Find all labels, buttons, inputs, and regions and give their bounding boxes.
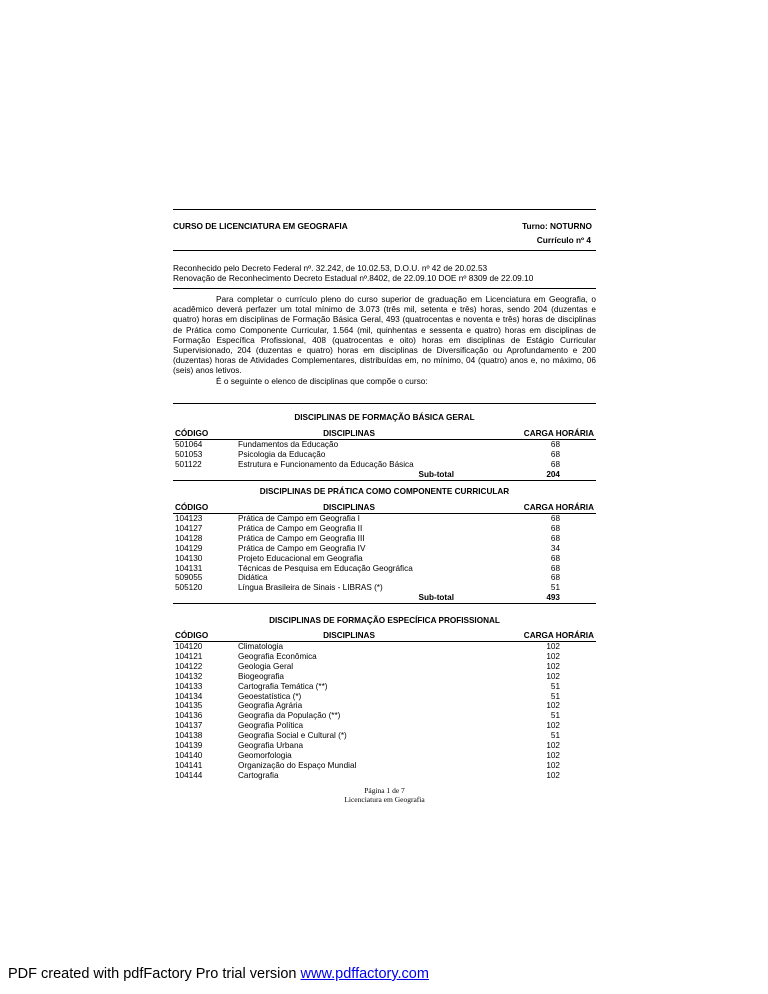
- cell-discipline: Psicologia da Educação: [238, 449, 326, 459]
- cell-code: 104137: [175, 721, 203, 731]
- cell-discipline: Fundamentos da Educação: [238, 440, 339, 449]
- table-especifica: [173, 631, 596, 781]
- col-name-header: DISCIPLINAS: [238, 429, 460, 440]
- table-row: [173, 761, 596, 771]
- cell-hours: 68: [550, 573, 560, 583]
- cell-code: 104132: [175, 671, 203, 681]
- cell-discipline: Geografia Agrária: [238, 701, 303, 711]
- cell-hours: 51: [550, 711, 560, 721]
- cell-code: 104131: [175, 563, 203, 573]
- cell-discipline: Geologia Geral: [238, 661, 294, 671]
- cell-discipline: Prática de Campo em Geografia I: [238, 514, 360, 523]
- cell-discipline: Projeto Educacional em Geografia: [238, 553, 363, 563]
- cell-discipline: Biogeografia: [238, 671, 284, 681]
- table-row: [173, 564, 596, 574]
- cell-code: 104130: [175, 553, 203, 563]
- col-name-header: DISCIPLINAS: [238, 631, 460, 642]
- subtotal-value: 204: [460, 470, 596, 480]
- col-hours-header: CARGA HORÁRIA: [460, 631, 596, 642]
- table-row: [173, 534, 596, 544]
- table-row: [173, 701, 596, 711]
- subtotal-value: 493: [460, 593, 596, 603]
- table-row: [173, 771, 596, 781]
- intro-rule: [173, 403, 596, 404]
- col-name-header: DISCIPLINAS: [238, 503, 460, 514]
- table-row: [173, 652, 596, 662]
- page-footer: [173, 786, 596, 804]
- table-row: [173, 741, 596, 751]
- pdffactory-link[interactable]: www.pdffactory.com: [300, 966, 429, 982]
- table-row: [173, 642, 596, 652]
- cell-hours: 102: [546, 721, 560, 731]
- pdf-notice: [8, 966, 429, 982]
- cell-hours: 51: [550, 691, 560, 701]
- cell-hours: 68: [550, 553, 560, 563]
- table-row: [173, 731, 596, 741]
- col-code-header: CÓDIGO: [173, 503, 238, 514]
- cell-code: 104129: [175, 543, 203, 553]
- top-rule: [173, 209, 596, 210]
- cell-discipline: Técnicas de Pesquisa em Educação Geográfica: [238, 563, 413, 573]
- cell-code: 104123: [175, 514, 203, 523]
- cell-code: 104134: [175, 691, 203, 701]
- cell-code: 104120: [175, 642, 203, 651]
- cell-discipline: Geografia Urbana: [238, 741, 304, 751]
- cell-discipline: Climatologia: [238, 642, 284, 651]
- cell-hours: 102: [546, 642, 560, 651]
- cell-code: 104127: [175, 523, 203, 533]
- table-basica: [173, 429, 596, 481]
- cell-code: 104140: [175, 750, 203, 760]
- cell-hours: 68: [550, 514, 560, 523]
- cell-code: 505120: [175, 583, 203, 593]
- pdf-notice-text: PDF created with pdfFactory Pro trial version: [8, 966, 301, 982]
- table-row: [173, 524, 596, 534]
- subtotal-label: Sub-total: [173, 470, 460, 480]
- cell-hours: 102: [546, 661, 560, 671]
- cell-discipline: Cartografia: [238, 770, 279, 780]
- cell-hours: 51: [550, 583, 560, 593]
- cell-discipline: Geografia Econômica: [238, 651, 317, 661]
- recognition-line-2: Renovação de Reconhecimento Decreto Estadual nº.8402, de 22.09.10 DOE nº 8309 de 22.09.10: [173, 273, 534, 283]
- table-header-row: [173, 429, 596, 440]
- cell-discipline: Prática de Campo em Geografia III: [238, 533, 365, 543]
- table-row: [173, 692, 596, 702]
- cell-hours: 102: [546, 651, 560, 661]
- intro-text: [173, 294, 596, 386]
- section-title-basica: DISCIPLINAS DE FORMAÇÃO BÁSICA GERAL: [294, 413, 475, 422]
- cell-hours: 68: [550, 523, 560, 533]
- table-pratica: [173, 503, 596, 604]
- cell-code: 501053: [175, 449, 203, 459]
- cell-code: 104122: [175, 661, 203, 671]
- table-row: [173, 554, 596, 564]
- cell-discipline: Geoestatística (*): [238, 691, 302, 701]
- footer-doc-title: Licenciatura em Geografia: [344, 795, 425, 804]
- table-row: [173, 751, 596, 761]
- subtotal-row: [173, 593, 596, 603]
- col-code-header: CÓDIGO: [173, 631, 238, 642]
- cell-code: 104133: [175, 681, 203, 691]
- cell-code: 104141: [175, 760, 203, 770]
- cell-code: 501064: [175, 440, 203, 449]
- cell-hours: 51: [550, 731, 560, 741]
- cell-hours: 68: [550, 449, 560, 459]
- table-row: [173, 544, 596, 554]
- cell-code: 509055: [175, 573, 203, 583]
- table-row: [173, 711, 596, 721]
- cell-discipline: Organização do Espaço Mundial: [238, 760, 357, 770]
- section-title-especifica: DISCIPLINAS DE FORMAÇÃO ESPECÍFICA PROFISSIONAL: [269, 616, 500, 625]
- header-rule: [173, 250, 596, 251]
- recognition-rule: [173, 288, 596, 289]
- intro-paragraph: Para completar o currículo pleno do curso superior de graduação em Licenciatura em Geografia, o acadêmico deverá perfazer um total mínimo de 3.073 (três mil, setenta e três) horas, sendo 204 (duzentas e quatro) horas em disciplinas de Formação Básica Geral, 493 (quatrocentas e noventa e três) horas de disciplinas de Prática como Componente Curricular, 1.564 (mil, quinhentas e sessenta e quatro) horas em disciplinas de Formação Específica Profissional, 408 (quatrocentas e oito) horas em disciplinas de Estágio Curricular Supervisionado, 204 (duzentas e quatro) horas em disciplinas de Diversificação ou Aprofundamento e 200 (duzentas) horas de Atividades Complementares, distribuídas em, no mínimo, 04 (quatro) anos e, no máximo, 06 (seis) anos letivos.: [173, 294, 596, 376]
- col-hours-header: CARGA HORÁRIA: [460, 503, 596, 514]
- table-row: [173, 583, 596, 593]
- cell-hours: 68: [550, 533, 560, 543]
- col-code-header: CÓDIGO: [173, 429, 238, 440]
- table-row: [173, 672, 596, 682]
- cell-code: 104136: [175, 711, 203, 721]
- cell-discipline: Didática: [238, 573, 268, 583]
- subtotal-label: Sub-total: [173, 593, 460, 603]
- cell-discipline: Língua Brasileira de Sinais - LIBRAS (*): [238, 583, 383, 593]
- intro-closing: É o seguinte o elenco de disciplinas que compõe o curso:: [216, 375, 428, 386]
- table-row: [173, 721, 596, 731]
- cell-code: 104121: [175, 651, 203, 661]
- cell-discipline: Geografia Política: [238, 721, 304, 731]
- cell-code: 501122: [175, 459, 202, 469]
- subtotal-row: [173, 470, 596, 480]
- table-header-row: [173, 631, 596, 642]
- cell-discipline: Cartografia Temática (**): [238, 681, 328, 691]
- cell-code: 104138: [175, 731, 203, 741]
- cell-hours: 51: [550, 681, 560, 691]
- table-row: [173, 440, 596, 450]
- cell-hours: 102: [546, 671, 560, 681]
- cell-discipline: Prática de Campo em Geografia IV: [238, 543, 366, 553]
- table-row: [173, 573, 596, 583]
- turno-label: Turno: NOTURNO: [522, 221, 592, 231]
- cell-code: 104144: [175, 770, 203, 780]
- cell-discipline: Geografia da População (**): [238, 711, 341, 721]
- cell-discipline: Geomorfologia: [238, 750, 292, 760]
- table-row: [173, 514, 596, 524]
- cell-hours: 102: [546, 701, 560, 711]
- cell-hours: 102: [546, 750, 560, 760]
- col-hours-header: CARGA HORÁRIA: [460, 429, 596, 440]
- table-row: [173, 682, 596, 692]
- page-number: Página 1 de 7: [364, 786, 405, 795]
- cell-hours: 68: [550, 563, 560, 573]
- recognition-line-1: Reconhecido pelo Decreto Federal nº. 32.242, de 10.02.53, D.O.U. nº 42 de 20.02.53: [173, 263, 488, 273]
- course-title: CURSO DE LICENCIATURA EM GEOGRAFIA: [173, 221, 348, 231]
- cell-hours: 68: [550, 459, 560, 469]
- cell-hours: 102: [546, 770, 560, 780]
- cell-hours: 102: [546, 760, 560, 770]
- cell-discipline: Estrutura e Funcionamento da Educação Básica: [238, 459, 414, 469]
- cell-hours: 34: [550, 543, 560, 553]
- cell-code: 104128: [175, 533, 203, 543]
- curriculo-label: Currículo nº 4: [536, 235, 591, 245]
- cell-hours: 102: [546, 741, 560, 751]
- table-row: [173, 460, 596, 470]
- cell-discipline: Geografia Social e Cultural (*): [238, 731, 347, 741]
- cell-discipline: Prática de Campo em Geografia II: [238, 523, 363, 533]
- section-title-pratica: DISCIPLINAS DE PRÁTICA COMO COMPONENTE CURRICULAR: [259, 487, 510, 496]
- table-header-row: [173, 503, 596, 514]
- table-row: [173, 662, 596, 672]
- cell-hours: 68: [550, 440, 560, 449]
- table-row: [173, 450, 596, 460]
- cell-code: 104135: [175, 701, 203, 711]
- cell-code: 104139: [175, 741, 203, 751]
